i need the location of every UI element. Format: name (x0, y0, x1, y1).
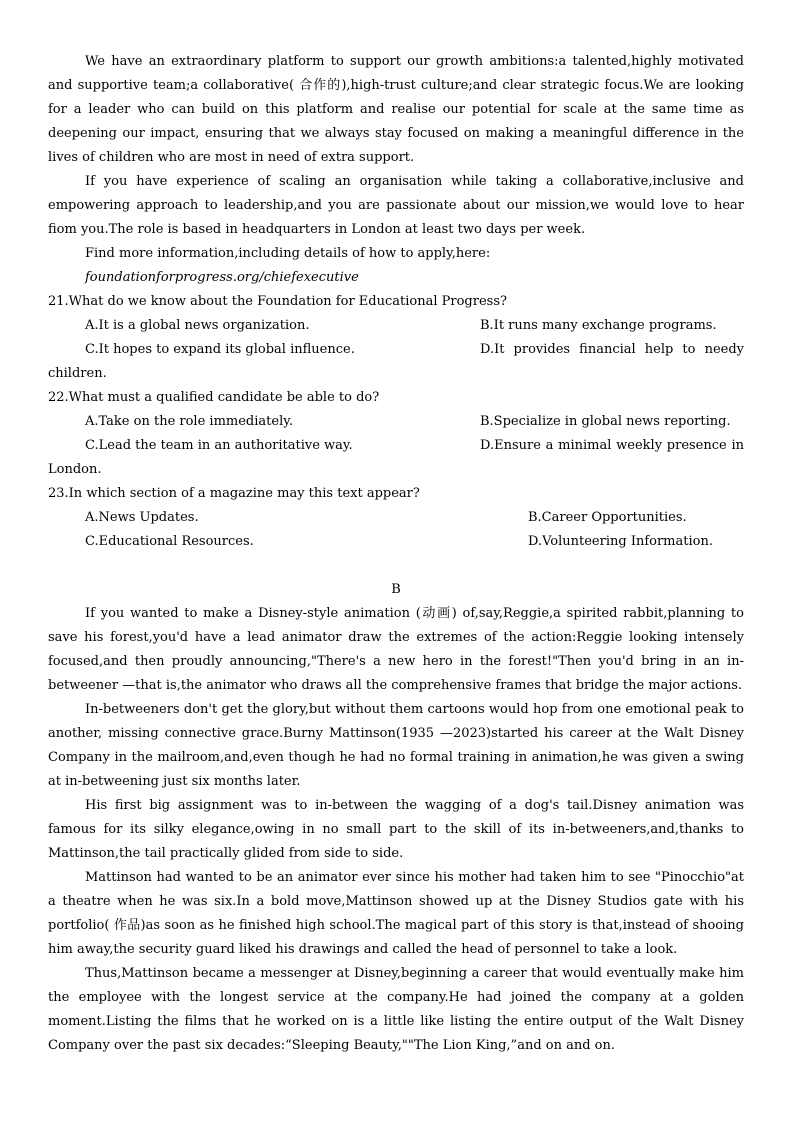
option-row (48, 410, 744, 434)
question-stem: 22.What must a qualified candidate be able to do? (48, 390, 380, 405)
apply-link[interactable]: foundationforprogress.org/chiefexecutive (85, 270, 359, 285)
option-row (48, 506, 744, 530)
option-b[interactable]: B.Career Opportunities. (528, 510, 687, 525)
passage-b-paragraph-3: His first big assignment was to in-between the wagging of a dog's tail.Disney animation was famous for its silky elegance,owing in no small part to the skill of its in-betweeners,and,thanks to Mattinson,the tail practically glided from side to side. (48, 798, 744, 861)
option-row (48, 530, 744, 554)
option-c[interactable]: C.Educational Resources. (85, 534, 254, 549)
question-23 (48, 482, 744, 554)
option-b[interactable]: B.Specialize in global news reporting. (480, 414, 731, 429)
option-d-continuation: children. (48, 366, 107, 381)
option-row (48, 338, 744, 362)
option-c[interactable]: C.Lead the team in an authoritative way. (85, 438, 353, 453)
option-d[interactable]: D.Volunteering Information. (528, 534, 713, 549)
option-row (48, 434, 744, 458)
passage-b-paragraph-2: In-betweeners don't get the glory,but without them cartoons would hop from one emotional peak to another, missing connective grace.Burny Mattinson(1935 —2023)started his career at the Walt Disney Company in the mailroom,and,even though he had no formal training in animation,he was given a swing at in-betweening just six months later. (48, 702, 744, 789)
question-stem: 23.In which section of a magazine may this text appear? (48, 486, 420, 501)
option-c[interactable]: C.It hopes to expand its global influence. (85, 342, 355, 357)
passage-b-paragraph-1: If you wanted to make a Disney-style animation (动画) of,say,Reggie,a spirited rabbit,planning to save his forest,you'd have a lead animator draw the extremes of the action:Reggie looking intensely focused,and then proudly announcing,"There's a new hero in the forest!"Then you'd bring in an in-betweener —that is,the animator who draws all the comprehensive frames that bridge the major actions. (48, 606, 744, 693)
section-heading-b: B (391, 582, 401, 597)
question-stem: 21.What do we know about the Foundation for Educational Progress? (48, 294, 507, 309)
option-row (48, 314, 744, 338)
option-b[interactable]: B.It runs many exchange programs. (480, 318, 717, 333)
passage-a-paragraph-2: If you have experience of scaling an organisation while taking a collaborative,inclusive and empowering approach to leadership,and you are passionate about our mission,we would love to hear fiom you.The role is based in headquarters in London at least two days per week. (48, 174, 744, 237)
option-a[interactable]: A.News Updates. (85, 510, 199, 525)
option-d[interactable]: D.Ensure a minimal weekly presence in (480, 438, 744, 453)
passage-b-paragraph-4: Mattinson had wanted to be an animator ever since his mother had taken him to see "Pinocchio"at a theatre when he was six.In a bold move,Mattinson showed up at the Disney Studios gate with his portfolio( 作品)as soon as he finished high school.The magical part of this story is that,instead of shooing him away,the security guard liked his drawings and called the head of personnel to take a look. (48, 870, 744, 957)
option-d[interactable]: D.It provides financial help to needy (480, 342, 744, 357)
option-d-continuation: London. (48, 462, 102, 477)
passage-b-paragraph-5: Thus,Mattinson became a messenger at Disney,beginning a career that would eventually make him the employee with the longest service at the company.He had joined the company at a golden moment.Listing the films that he worked on is a little like listing the entire output of the Walt Disney Company over the past six decades:“Sleeping Beauty,""The Lion King,”and on and on. (48, 966, 744, 1053)
question-22 (48, 386, 744, 482)
option-a[interactable]: A.Take on the role immediately. (85, 414, 293, 429)
passage-a-paragraph-3: Find more information,including details of how to apply,here: (85, 246, 491, 261)
question-21 (48, 290, 744, 386)
passage-a-paragraph-1: We have an extraordinary platform to support our growth ambitions:a talented,highly motivated and supportive team;a collaborative( 合作的),high-trust culture;and clear strategic focus.We are looking for a leader who can build on this platform and realise our potential for scale at the same time as deepening our impact, ensuring that we always stay focused on making a meaningful difference in the lives of children who are most in need of extra support. (48, 54, 744, 165)
page-content (48, 50, 744, 1058)
option-a[interactable]: A.It is a global news organization. (85, 318, 310, 333)
